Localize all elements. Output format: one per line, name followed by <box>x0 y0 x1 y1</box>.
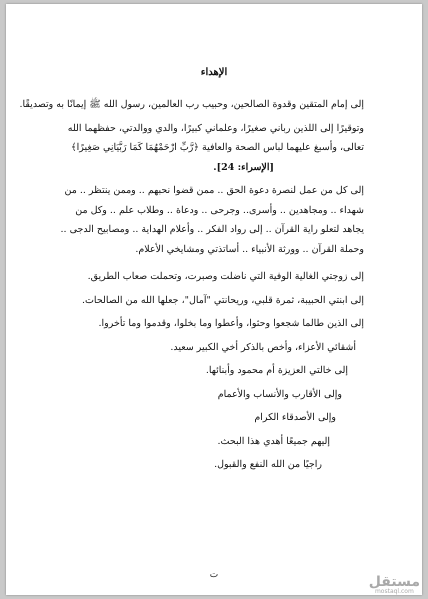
page-number: ت <box>209 570 219 580</box>
mostaql-watermark <box>369 575 420 595</box>
text-line: وإلى الأقارب والأنساب والأعمام <box>217 388 342 400</box>
text-line: وإلى الأصدقاء الكرام <box>254 412 336 423</box>
text-line: إليهم جميعًا أهدي هذا البحث. <box>217 435 330 447</box>
paragraph-aunt <box>64 366 364 376</box>
text-line: تعالى، وأسبغ عليهما لباس الصحة والعافية ﴿رَّبِّ ارْحَمْهُمَا كَمَا رَبَّيَانِي صَغِيرًا﴾ <box>71 142 364 153</box>
paragraph-closing <box>64 460 364 470</box>
text-line: إلى خالتي العزيزة أم محمود وأبنائها. <box>205 365 348 376</box>
text-line: أشقائي الأعزاء، وأخص بالذكر أخي الكبير سعيد. <box>170 341 356 353</box>
text-line: إلى ابنتي الحبيبة، ثمرة قلبي، وريحانتي "آمال"، جعلها الله من الصالحات. <box>81 294 364 306</box>
dedication-content <box>19 67 364 480</box>
paragraph-supporters <box>64 319 364 329</box>
text-line: راجيًا من الله النفع والقبول. <box>214 459 322 470</box>
text-line: شهداء .. ومجاهدين .. وأسرى.. وجرحى .. ودعاة .. وطلاب علم .. وكل من <box>75 204 364 216</box>
text-line: إلى زوجتي الغالية الوفية التي ناضلت وصبرت، وتحملت صعاب الطريق. <box>87 271 364 282</box>
text-line: وتوقيرًا إلى اللذين رباني صغيرًا، وعلماني كبيرًا، والدي ووالدتي، حفظهما الله <box>67 122 364 134</box>
paragraph-all <box>64 437 364 447</box>
paragraph-parents <box>64 124 364 173</box>
text-line: يجاهد لتعلو راية القرآن .. إلى رواد الفكر .. وأعلام الهداية .. ومصابيح الدجى .. <box>60 224 364 235</box>
text-line: إلى كل من عمل لنصرة دعوة الحق .. ممن قضوا نحبهم .. وممن ينتظر .. من <box>64 185 364 196</box>
paragraph-friends <box>64 413 364 423</box>
paragraph-callers <box>60 185 364 255</box>
paragraph-relatives <box>64 390 364 400</box>
document-page <box>6 4 422 595</box>
paragraph-prophet <box>19 99 364 110</box>
watermark-url: mostaql.com <box>374 588 414 595</box>
text-line: إلى الذين طالما شجعوا وحثوا، وأعطوا وما بخلوا، وقدموا وما تأخروا. <box>98 318 364 329</box>
text-line: وحملة القرآن .. وورثة الأنبياء .. أساتذتي ومشايخي الأعلام. <box>135 243 364 255</box>
page-title: الإهداء <box>200 67 228 78</box>
paragraph-daughter <box>64 296 364 306</box>
verse-reference: [الإسراء: 24]. <box>213 161 274 173</box>
text-line: إلى إمام المتقين وقدوة الصالحين، وحبيب رب العالمين، رسول الله ﷺ إيمانًا به وتصديقًا. <box>19 99 364 110</box>
watermark-logo-text: مستقل <box>368 574 420 590</box>
paragraph-wife <box>64 272 364 282</box>
paragraph-siblings <box>64 343 364 353</box>
